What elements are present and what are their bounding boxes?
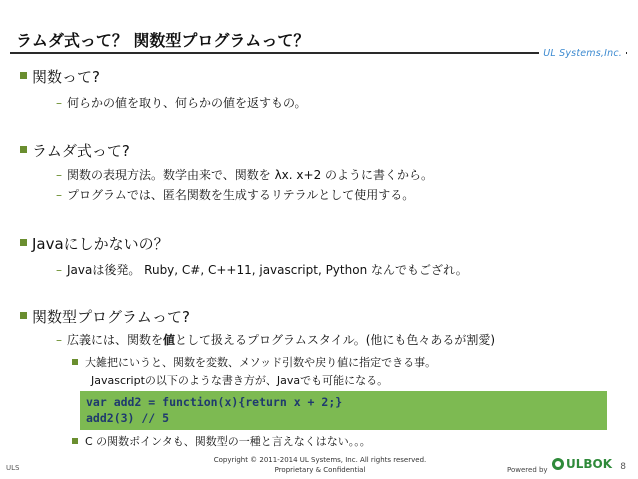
ulbok-logo-text: ULBOK <box>566 457 613 471</box>
subsub-text: C の関数ポインタも、関数型の一種と言えなくはない。。。 <box>85 435 371 448</box>
square-bullet-icon <box>20 72 27 79</box>
sub-item <box>56 261 468 278</box>
bullet-label: 関数って? <box>32 68 100 86</box>
sub-text: プログラムでは、匿名関数を生成するリテラルとして使用する。 <box>67 188 415 202</box>
ulbok-logo <box>552 456 612 472</box>
title-underline <box>10 52 627 54</box>
dash-icon: – <box>56 188 62 202</box>
bullet-label: Javaにしかないの？ <box>32 235 169 253</box>
subsub-item <box>72 354 436 370</box>
confidential-text: Proprietary & Confidential <box>274 466 366 474</box>
sub-text-emphasis: 値 <box>163 333 176 347</box>
slide-title: ラムダ式って？ 関数型プログラムって？ <box>16 31 310 50</box>
sub-item <box>56 94 307 111</box>
sub-text: 関数の表現方法。数学由来で、関数を λx. x+2 のように書くから。 <box>67 168 434 182</box>
bullet-functions <box>20 66 100 87</box>
page-number: 8 <box>620 462 626 472</box>
sub-item <box>56 331 495 348</box>
sub-text-pre: 広義には、関数を <box>67 333 164 347</box>
square-bullet-icon <box>20 312 27 319</box>
ulbok-logo-icon <box>552 458 564 470</box>
subsub-continuation: Javascriptの以下のような書き方が、Javaでも可能になる。 <box>91 374 389 387</box>
footer-uls: ULS <box>6 464 20 472</box>
sub-text: Javaは後発。 Ruby, C#, C++11, javascript, Python なんでもござれ。 <box>67 263 468 277</box>
sub-item <box>56 166 433 183</box>
brand-label: UL Systems,Inc. <box>539 48 626 59</box>
bullet-lambda <box>20 140 130 161</box>
sub-text-post: として扱えるプログラムスタイル。(他にも色々あるが割愛) <box>175 333 496 347</box>
powered-by-label: Powered by <box>507 466 548 474</box>
bullet-label: 関数型プログラムって? <box>32 308 190 326</box>
square-bullet-icon <box>72 438 78 444</box>
bullet-label: ラムダ式って? <box>32 142 130 160</box>
code-line: var add2 = function(x){return x + 2;} <box>86 395 343 409</box>
code-line: add2(3) // 5 <box>86 411 170 425</box>
square-bullet-icon <box>20 239 27 246</box>
bullet-functional-programming <box>20 306 190 327</box>
dash-icon: – <box>56 263 62 277</box>
code-example <box>80 391 607 430</box>
dash-icon: – <box>56 333 62 347</box>
dash-icon: – <box>56 96 62 110</box>
dash-icon: – <box>56 168 62 182</box>
copyright-text: Copyright © 2011-2014 UL Systems, Inc. All rights reserved. <box>213 456 427 464</box>
subsub-text: 大雑把にいうと、関数を変数、メソッド引数や戻り値に指定できる事。 <box>85 356 437 369</box>
sub-item <box>56 186 414 203</box>
footer-copyright <box>170 455 470 475</box>
subsub-item <box>72 433 371 449</box>
sub-text: 何らかの値を取り、何らかの値を返すもの。 <box>67 96 307 110</box>
bullet-java-only <box>20 233 169 254</box>
square-bullet-icon <box>72 359 78 365</box>
square-bullet-icon <box>20 146 27 153</box>
